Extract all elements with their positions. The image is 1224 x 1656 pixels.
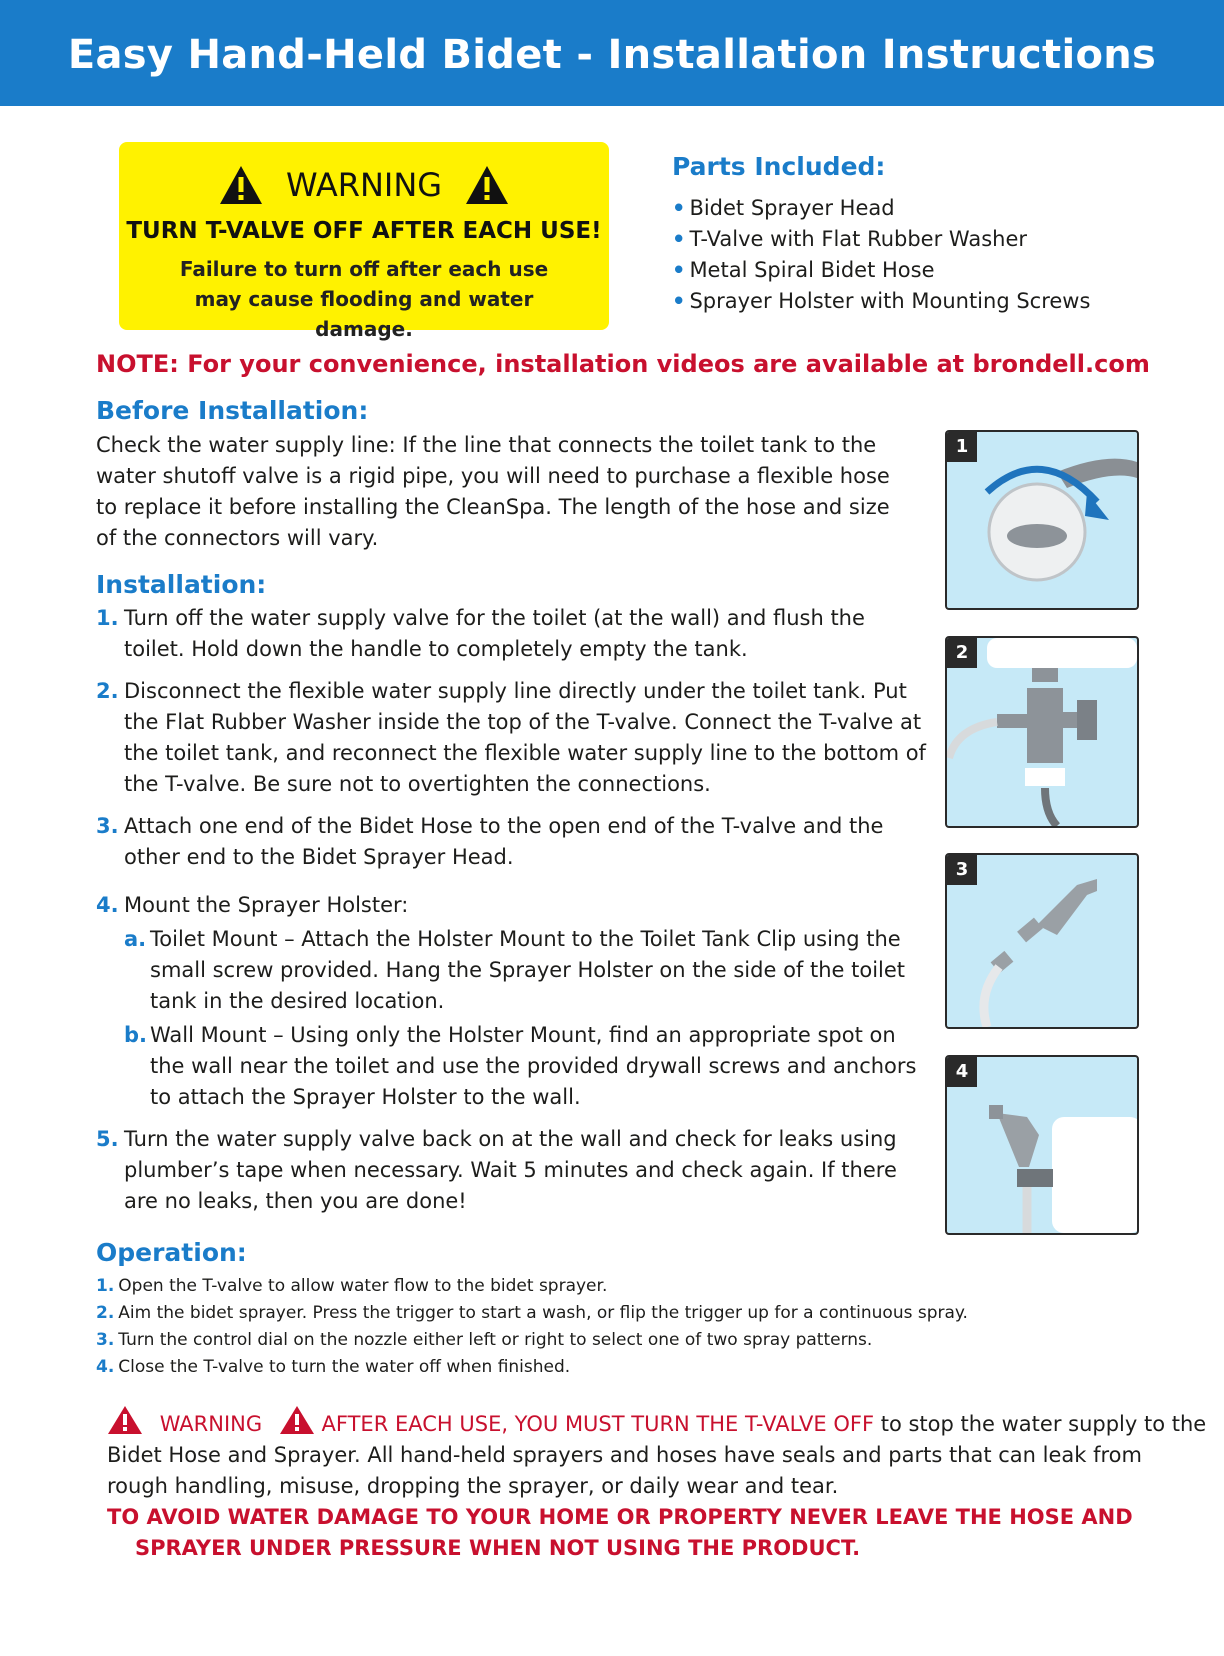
installation-substep: b. Wall Mount – Using only the Holster Mount, find an appropriate spot on the wall near the toilet and use the provided drywall screws and anchors to attach the Sprayer Holster to the wall. bbox=[124, 1023, 917, 1109]
operation-step: 2. Aim the bidet sprayer. Press the trigger to start a wash, or flip the trigger up for a continuous spray. bbox=[96, 1303, 968, 1323]
operation-steps bbox=[96, 1273, 1196, 1381]
installation-step: 5. Turn the water supply valve back on at the wall and check for leaks using plumber’s tape when necessary. Wait 5 minutes and check again. If there are no leaks, then you are done! bbox=[96, 1127, 897, 1213]
before-installation-title: Before Installation: bbox=[96, 396, 369, 425]
warning-icon bbox=[464, 164, 510, 206]
installation-step: 4. Mount the Sprayer Holster: bbox=[96, 893, 409, 917]
warning-text: Failure to turn off after each use may cause flooding and water damage. bbox=[179, 257, 549, 341]
list-item: • Bidet Sprayer Head bbox=[672, 196, 895, 220]
installation-steps bbox=[96, 603, 926, 1217]
warning-subtitle: TURN T-VALVE OFF AFTER EACH USE! bbox=[126, 218, 602, 244]
figure-4 bbox=[945, 1055, 1139, 1235]
figure-3 bbox=[945, 853, 1139, 1029]
figure-2 bbox=[945, 636, 1139, 828]
warning-icon bbox=[218, 164, 264, 206]
warning-box bbox=[119, 142, 609, 341]
warning-title: WARNING bbox=[285, 166, 443, 204]
operation-title: Operation: bbox=[96, 1238, 247, 1267]
final-warning-lead: AFTER EACH USE, YOU MUST TURN THE T-VALVE OFF bbox=[321, 1412, 875, 1436]
final-warning-paragraph bbox=[107, 1405, 1207, 1502]
parts-title: Parts Included: bbox=[672, 152, 886, 181]
warning-icon bbox=[107, 1405, 143, 1435]
list-item: • Sprayer Holster with Mounting Screws bbox=[672, 289, 1091, 313]
installation-step: 3. Attach one end of the Bidet Hose to the open end of the T-valve and the other end to the Bidet Sprayer Head. bbox=[96, 814, 884, 869]
page-title: Easy Hand-Held Bidet - Installation Instructions bbox=[67, 32, 1157, 78]
final-warning-text: to stop the water supply to the Bidet Hose and Sprayer. All hand-held sprayers and hoses have seals and parts that can leak from rough handling, misuse, dropping the sprayer, or daily wear and tear. bbox=[107, 1412, 1207, 1498]
note: NOTE: For your convenience, installation videos are available at brondell.com bbox=[96, 350, 1150, 378]
final-warning-caps-2: SPRAYER UNDER PRESSURE WHEN NOT USING THE PRODUCT. bbox=[135, 1536, 861, 1560]
installation-step: 1. Turn off the water supply valve for the toilet (at the wall) and flush the toilet. Hold down the handle to completely empty the tank. bbox=[96, 606, 865, 661]
warning-title-row bbox=[119, 164, 609, 206]
final-warning-label: WARNING bbox=[159, 1412, 263, 1436]
operation-step: 3. Turn the control dial on the nozzle either left or right to select one of two spray patterns. bbox=[96, 1330, 873, 1350]
figure-1 bbox=[945, 430, 1139, 610]
parts-included bbox=[672, 152, 1192, 317]
figure-number: 2 bbox=[947, 638, 977, 668]
final-warning bbox=[107, 1405, 1207, 1564]
operation-step: 4. Close the T-valve to turn the water off when finished. bbox=[96, 1357, 571, 1377]
installation-substep: a. Toilet Mount – Attach the Holster Mount to the Toilet Tank Clip using the small screw provided. Hang the Sprayer Holster on the side of the toilet tank in the desired location. bbox=[124, 927, 906, 1013]
list-item: • T-Valve with Flat Rubber Washer bbox=[672, 227, 1028, 251]
figure-number: 4 bbox=[947, 1057, 977, 1087]
installation-step: 2. Disconnect the flexible water supply line directly under the toilet tank. Put the Flat Rubber Washer inside the top of the T-valve. Connect the T-valve at the toilet tank, and reconnect the flexible water supply line to the bottom of the T-valve. Be sure not to overtighten the connections. bbox=[96, 679, 926, 796]
figure-number: 1 bbox=[947, 432, 977, 462]
header-banner bbox=[0, 0, 1224, 106]
installation-title: Installation: bbox=[96, 570, 267, 599]
final-warning-caps-1: TO AVOID WATER DAMAGE TO YOUR HOME OR PROPERTY NEVER LEAVE THE HOSE AND bbox=[107, 1505, 1133, 1529]
warning-icon bbox=[279, 1405, 315, 1435]
list-item: • Metal Spiral Bidet Hose bbox=[672, 258, 935, 282]
parts-list bbox=[672, 193, 1192, 317]
figure-number: 3 bbox=[947, 855, 977, 885]
before-installation-text: Check the water supply line: If the line that connects the toilet tank to the water shutoff valve is a rigid pipe, you will need to purchase a flexible hose to replace it before installing the CleanSpa. The length of the hose and size of the connectors will vary. bbox=[96, 433, 890, 550]
operation-step: 1. Open the T-valve to allow water flow to the bidet sprayer. bbox=[96, 1276, 608, 1296]
